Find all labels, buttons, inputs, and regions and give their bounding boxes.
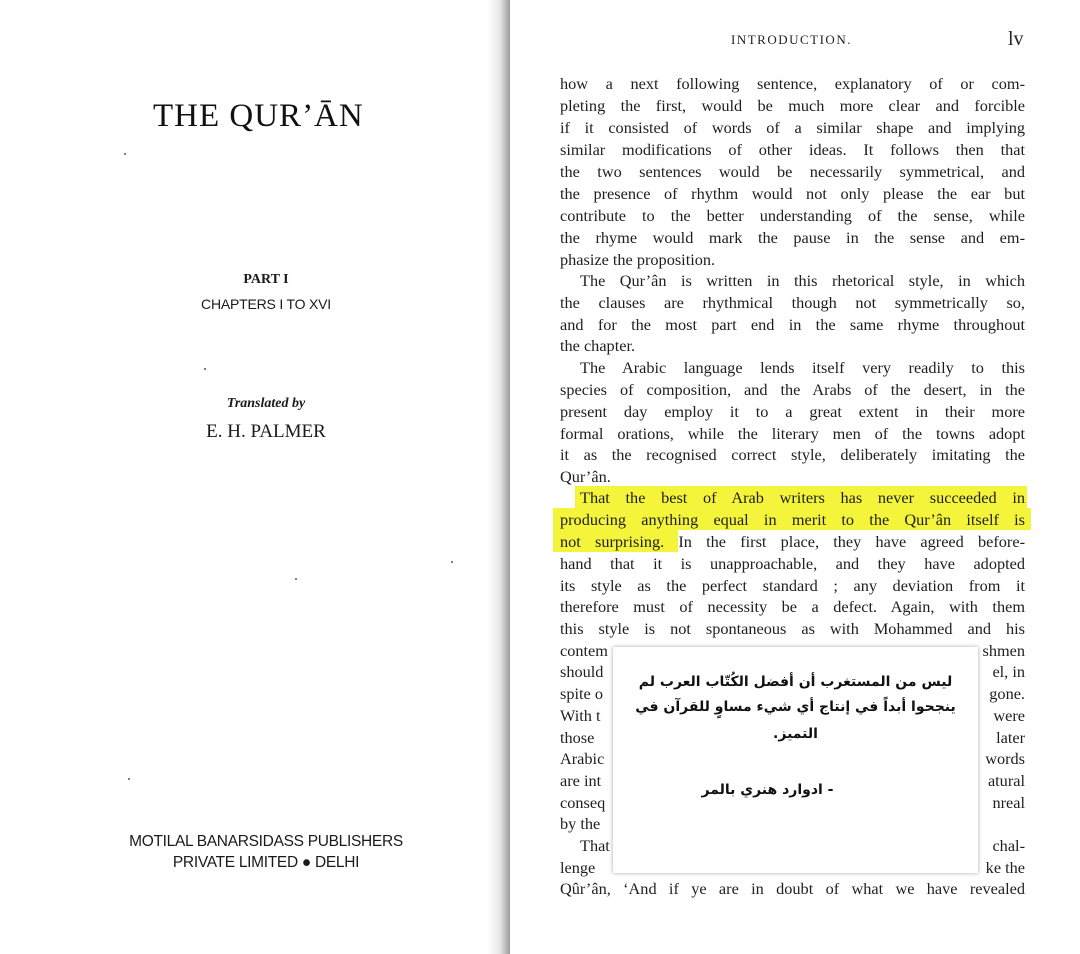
highlighted-text-line: producing anything equal in merit to the Qur’ân itself is (560, 510, 1025, 529)
text-line-fragment: those (560, 728, 595, 747)
text-line: if it consisted of words of a similar shape and implying (560, 118, 1025, 137)
text-line-fragment: atural (987, 771, 1025, 790)
text-line: The Arabic language lends itself very readily to this (580, 358, 1025, 377)
text-line: pleting the first, would be much more clear and forcible (560, 96, 1025, 115)
text-line: how a next following sentence, explanatory of or com- (560, 74, 1025, 93)
paper-speck (204, 368, 206, 370)
part-label: PART I (243, 272, 289, 287)
publisher-line-1: MOTILAL BANARSIDASS PUBLISHERS (129, 833, 403, 850)
paper-speck (451, 561, 453, 563)
translated-by-label: Translated by (226, 396, 306, 411)
text-line-fragment: gone. (989, 684, 1025, 703)
arabic-quote-line-1: ليس من المستغرب أن أفضل الكُتّاب العرب لم (638, 674, 953, 690)
book-gutter-shadow (488, 0, 510, 954)
text-line: The Qur’ân is written in this rhetorical style, in which (580, 271, 1025, 290)
text-line: similar modifications of other ideas. It follows then that (560, 140, 1025, 159)
page-number: lv (1008, 28, 1024, 50)
text-line-fragment: spite o (560, 684, 603, 703)
text-line-fragment: Arabic (560, 749, 605, 768)
text-line-fragment: nreal (992, 793, 1025, 812)
text-line: Qûr’ân, ‘And if ye are in doubt of what we have revealed (560, 879, 1025, 898)
book-title: THE QUR’ĀN (153, 98, 364, 134)
text-line: present day employ it to a great extent in their more (560, 402, 1025, 421)
translator-name: E. H. PALMER (206, 421, 326, 442)
paper-speck (124, 153, 126, 155)
text-line-fragment: lenge (560, 858, 596, 877)
paper-speck (128, 778, 130, 780)
text-line-fragment: shmen (982, 641, 1025, 660)
text-line-fragment: later (996, 728, 1025, 747)
text-line: this style is not spontaneous as with Mohammed and his (560, 619, 1025, 638)
text-line: the chapter. (560, 336, 636, 355)
text-line-fragment: words (985, 749, 1025, 768)
text-line: the rhyme would mark the pause in the sense and em- (560, 228, 1025, 247)
publisher-line-2: PRIVATE LIMITED ● DELHI (172, 854, 360, 871)
text-line: and for the most part end in the same rhyme throughout (560, 315, 1025, 334)
highlighted-text-line: That the best of Arab writers has never succeeded in (580, 488, 1025, 507)
text-line-fragment: With t (560, 706, 601, 725)
text-line-fragment: chal- (992, 836, 1025, 855)
text-line: species of composition, and the Arabs of the desert, in the (560, 380, 1025, 399)
text-line-fragment: el, in (992, 662, 1025, 681)
running-head: INTRODUCTION. (731, 32, 852, 47)
text-line: the presence of rhythm would not only please the ear but (560, 184, 1025, 203)
left-page (0, 0, 500, 954)
text-line-fragment: should (560, 662, 604, 681)
arabic-quote-line-3: التميز. (773, 726, 818, 742)
text-line: formal orations, while the literary men of the towns adopt (560, 424, 1025, 443)
text-line-fragment: conseq (560, 793, 606, 812)
paper-speck (295, 578, 297, 580)
chapters-label: CHAPTERS I TO XVI (201, 296, 331, 312)
text-line-fragment: That (580, 836, 610, 855)
text-line-fragment: are int (560, 771, 602, 790)
text-line: contribute to the better understanding of the sense, while (560, 206, 1025, 225)
text-line-fragment: ke the (985, 858, 1025, 877)
text-line: its style as the perfect standard ; any deviation from it (560, 576, 1025, 595)
text-line: the two sentences would be necessarily symmetrical, and (560, 162, 1025, 181)
arabic-quote-card (613, 647, 978, 873)
text-line: phasize the proposition. (560, 250, 716, 269)
text-line: hand that it is unapproachable, and they have adopted (560, 554, 1025, 573)
text-line-fragment: were (993, 706, 1025, 725)
text-line-fragment: by the (560, 814, 601, 833)
text-line: therefore must of necessity be a defect. Again, with them (560, 597, 1025, 616)
text-line: not surprising. In the first place, they have agreed before- (560, 532, 1025, 551)
text-line-fragment: contem (560, 641, 608, 660)
arabic-attribution: - ادوارد هنري بالمر (701, 782, 834, 798)
text-line: the clauses are rhythmical though not symmetrically so, (560, 293, 1025, 312)
text-line: Qur’ân. (560, 467, 611, 486)
text-line: it as the recognised correct style, deliberately imitating the (560, 445, 1025, 464)
arabic-quote-line-2: ينجحوا أبداً في إنتاج أي شيء مساوٍ للقرآن في (635, 699, 956, 715)
